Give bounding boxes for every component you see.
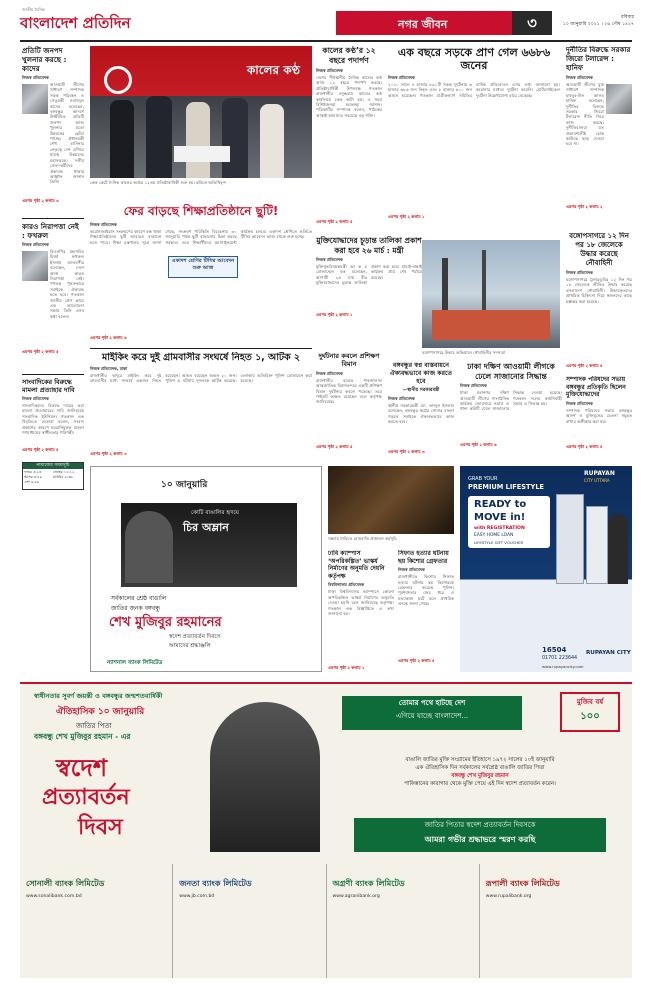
bank-url: www.agranibank.org [332,894,380,899]
article-body: রাজধানীর অদূরে মাইকিং করে দুই গ্রামবাসীর মধ্যে সংঘর্ষে একজন নিহত হয়েছেন। আহত হয়েছেন অন্তত ২০ জন। পুলিশ এ ঘটনায় দুজনকে আটক করেছে। এলাকায় অতিরিক্ত পুলিশ মোতায়েন করা হয়েছে। [90,373,312,384]
bangabandhu-ad[interactable] [90,466,322,672]
bank-rupali[interactable] [480,864,632,978]
article-body: ২০২০ সালে ৪ হাজার ৮৯১টি সড়ক দুর্ঘটনায় ৬ হাজার ৬৮৬ জন নিহত এবং ৮ হাজার ৬০০ জন আহত হয়েছেন। গতকাল যাত্রীকল্যাণ সমিতির বার্ষিক প্রতিবেদনে এসব তথ্য জানানো হয়। করোনার মধ্যেও দুর্ঘটনা কমেনি। মোটরসাইকেল দুর্ঘটনা উল্লেখযোগ্য হারে বেড়েছে। [388,82,560,98]
reporter: নিজস্ব প্রতিবেদক [388,75,415,80]
headline: প্রতিটি জনপদ খুলনার করছে : কাদের [22,46,67,73]
ad-line6: স্বদেশ প্রত্যাবর্তন দিবসে [169,634,221,640]
bottom-name: বঙ্গবন্ধু শেখ মুজিবুর রহমান - এর [34,732,131,741]
page-number-text: ৩ [527,14,537,32]
tribute2: আমরা গভীর শ্রদ্ধাভরে স্মরণ করছি [424,835,536,844]
photo-caption: বঙ্গোপসাগরে উদ্ধার অভিযানে নৌবাহিনীর সদস্যরা [422,350,506,355]
ad-line1: কোটি বাঙালির হৃদয়ে [191,510,239,516]
ad-with-reg: with REGISTRATION [474,526,525,531]
masthead [20,8,632,38]
article-fishermen[interactable] [566,232,632,372]
article-plane[interactable] [316,352,382,462]
bottom-para [338,756,622,788]
para-line: বঙ্গবন্ধু শেখ মুজিবুর রহমান [451,773,509,779]
reporter: নিজস্ব প্রতিবেদক [566,270,593,275]
ad-ready1: READY to [474,499,527,510]
reporter: নিজস্ব প্রতিবেদক [566,75,593,80]
ad-line3: সর্বকালের শ্রেষ্ঠ বাঙালি [111,595,167,602]
article-kaler-kantho[interactable] [316,46,382,234]
slogan-box [342,696,522,730]
portrait-photo [606,84,632,114]
continued-label: এরপর পৃষ্ঠা ২ কলাম ৩ [90,451,127,456]
reporter: নিজস্ব প্রতিবেদক [22,396,49,401]
bottom-portrait [210,702,320,852]
bottom-hist: ঐতিহাসিক ১০ জানুয়ারি [56,707,145,717]
reporter: নিজস্ব প্রতিবেদক, ঢাকা [90,366,128,371]
candle-photo [328,466,454,534]
photo-caption: কেক কেটে দৈনিক কালের কণ্ঠের ১২তম প্রতিষ্ঠাবার্ষিকী শুরু হয়। ছবিতে অতিথিবৃন্দ [90,180,226,185]
headline: সিফাত হত্যার ঘটনায় ছয় কিশোর গ্রেফতার [398,550,449,565]
headline: ফের বাড়ছে শিক্ষাপ্রতিষ্ঠানে ছুটি! [123,204,279,218]
continued-label: এরপর পৃষ্ঠা ২ কলাম ৩ [22,198,59,203]
tribute1: জাতির পিতার স্বদেশ প্রত্যাবর্তন দিবসকে [424,821,536,829]
article-body: আওয়ামী লীগের সাধারণ সম্পাদক সড়ক পরিবহন ও সেতুমন্ত্রী ওবায়দুল কাদের বলেছেন, বঙ্গবন্ধুর আদর্শে উজ্জীবিত প্রতিটি জনপদ আজ খুলনার মতো উন্নয়নের ছোঁয়া পাচ্ছে। প্রধানমন্ত্রী শেখ হাসিনার নেতৃত্বে দেশ এগিয়ে যাচ্ছে উন্নয়নের মহাসড়কে। দলীয় নেতা-কর্মীদের ঐক্যবদ্ধ থাকার আহ্বান জানান তিনি। [50,82,84,185]
article-body: ঢাকা বিশ্ববিদ্যালয় ক্যাম্পাসে কোনো অপরিকল্পিত ভাস্কর্য নির্মাণের অনুমতি দেওয়া হয়নি বলে জানিয়েছে কর্তৃপক্ষ। গতকাল এক বিজ্ঞপ্তিতে এ তথ্য জানানো হয়। [328,589,394,616]
prayer-times-box [22,462,84,490]
tribute-box [354,818,606,852]
ad-loan: EASY HOME LOAN [474,533,514,538]
headline: ঢাকা দক্ষিণ আওয়ামী লীগকে ঢেলে সাজানোর সিদ্ধান্ত [467,362,555,381]
article-body: রাজধানীর হযরত শাহজালাল আন্তর্জাতিক বিমানবন্দরে একটি প্রশিক্ষণ বিমান দুর্ঘটনার কবলে পড়েছে। তবে পাইলট অক্ষত রয়েছেন বলে কর্তৃপক্ষ জানিয়েছে। [316,377,382,405]
divider [22,374,84,375]
headline: এক বছরে সড়কে প্রাণ গেল ৬৬৮৬ জনের [397,46,551,72]
prayer-row: ফজর ৫:২৩ [24,470,42,474]
bank-janata[interactable] [173,864,326,978]
reporter: নিজস্ব প্রতিবেদক [22,242,49,247]
ad-building [586,506,608,584]
headline: সাংবাদিকের বিরুদ্ধে মামলা প্রত্যাহার দাবি [22,378,75,394]
reporter: নিজস্ব প্রতিবেদক [388,396,415,401]
bottom-ad[interactable] [20,682,632,978]
article-minister[interactable] [388,362,454,462]
bank-name: রূপালী ব্যাংক লিমিটেড [485,879,560,888]
article-journalist[interactable] [22,378,84,460]
prayer-row: জোহর ১২:১২ [53,470,75,474]
article-body: দেশের শীর্ষস্থানীয় দৈনিক কালের কণ্ঠ আজ ১২ বছরে পদার্পণ করছে। প্রতিষ্ঠাবার্ষিকী উপলক্ষে গতকাল রাজধানীর বসুন্ধরায় কালের কণ্ঠ কার্যালয়ে কেক কাটা হয়। এ সময় বিশিষ্টজনরা শুভেচ্ছা জানান। পত্রিকাটির সম্পাদক বলেন, পাঠকের আস্থাই আমাদের সবচেয়ে বড় শক্তি। [316,75,382,118]
article-campus[interactable] [328,550,394,672]
reporter: বিশ্ববিদ্যালয় প্রতিবেদক [328,582,365,588]
mujib-text: মুজিব বর্ষ [576,698,604,706]
ad-line2: চির অম্লান [183,521,229,534]
reporter: নিজস্ব প্রতিবেদক [22,75,49,80]
prayer-row: আসর ৩:৫৯ [24,475,42,479]
bottom-big1: স্বদেশ [56,753,108,782]
ad-date: ১০ জানুয়ারি [161,480,208,490]
continued-label: এরপর পৃষ্ঠা ২ কলাম ৪ [566,443,603,449]
para-line: পাকিস্তানের কারাগার থেকে মুক্তি পেয়ে এই দিন স্বদেশ প্রত্যাবর্তন করেন। [404,781,556,787]
reporter: নিজস্ব প্রতিবেদক [316,257,343,262]
ad-line5: শেখ মুজিবুর রহমানের [109,615,222,630]
article-clash[interactable] [90,352,312,462]
slogan1: তোমার পথে হাটছে দেশ [398,699,466,707]
prayer-times-title: নামাজের সময়সূচি [23,463,83,469]
headline: বঙ্গোপসাগরে ১২ দিন পর ১৮ জেলেকে উদ্ধার করেছে নৌবাহিনী [569,232,629,267]
mujib-logo [560,692,620,732]
section-title: নগর জীবন [398,18,448,31]
headline: কারও নিরাপত্তা নেই : ফখরুল [22,222,79,240]
top-photo [90,46,312,178]
continued-label: এরপর পৃষ্ঠা ২ কলাম ২ [566,204,603,209]
ad-site[interactable]: www.rupayancity.com [542,664,584,669]
reporter: নিজস্ব প্রতিবেদক [566,400,593,406]
ad-footer-brand: RUPAYAN CITY [586,650,631,656]
article-education[interactable] [90,204,312,344]
continued-label: এরপর পৃষ্ঠা ২ কলাম ৪ [22,447,59,452]
bank-url: www.sonalibank.com.bd [26,894,82,899]
ad-line7: আমাদের শ্রদ্ধাঞ্জলি [169,643,211,649]
photo-caption: সন্ধ্যায় ঢাবিতে মোমবাতি প্রজ্বালন কর্মসূচি [328,536,397,541]
article-fakhrul[interactable] [22,222,84,372]
article-hanif[interactable] [566,46,632,228]
headline: সম্পাদক পরিষদের সভায় বঙ্গবন্ধুর প্রতিকৃতি ছিলেন মুক্তিযোদ্ধাদের [566,376,626,399]
article-body: সাংবাদিকদের বিরুদ্ধে দায়ের করা মামলা প্রত্যাহারের দাবি জানিয়েছে সাংবাদিক ইউনিয়ন। গতকাল এক বিবৃতিতে নেতারা বলেন, সংবাদ প্রকাশের কারণে হয়রানিমূলক মামলা গণমাধ্যমের স্বাধীনতার পরিপন্থী। [22,403,84,436]
headline: দুর্ঘটনার কবলে প্রশিক্ষণ বিমান [318,352,380,369]
bank-name: জনতা ব্যাংক লিমিটেড [179,879,252,888]
para-line: বাঙালি জাতির মুক্তি সংগ্রামের ইতিহাসে ১৯৭২ সালের ১০ই জানুয়ারি [405,757,555,763]
subtitle: —স্থানীয় সরকারমন্ত্রী [402,388,440,393]
photo-label: কালের কণ্ঠ [246,63,300,77]
continued-label: এরপর পৃষ্ঠা ২ কলাম ৫ [398,658,435,664]
reporter: নিজস্ব প্রতিবেদক [460,383,487,389]
continued-label: এরপর পৃষ্ঠা ২ কলাম ৪ [566,363,603,368]
article-road-accident[interactable] [388,46,560,234]
ad-ready2: MOVE in! [474,512,526,523]
rescue-photo [422,240,560,348]
article-body: মুক্তিযুদ্ধবিষয়কমন্ত্রী আ ক ম মোজাম্মেল হক বলেছেন, আগামী ২৬ মার্চ বীর মুক্তিযোদ্ধাদের চূড়ান্ত তালিকা প্রকাশ করা হবে। যাচাই-বাছাই কার্যক্রম প্রায় শেষ পর্যায়ে রয়েছে। [316,264,422,286]
article-kader[interactable] [22,46,84,212]
article-body: করোনাভাইরাস সংক্রমণের কারণে বন্ধ থাকা শিক্ষাপ্রতিষ্ঠানের ছুটি আবারও বাড়ানো হতে পারে। শিক্ষা মন্ত্রণালয় সূত্রে জানা গেছে, সংক্রমণ পরিস্থিতি বিবেচনায় ৩০ জানুয়ারি পর্যন্ত ছুটি বাড়ানোর চিন্তা করছে সরকার। তবে শিক্ষার্থীদের অ্যাসাইনমেন্ট কার্যক্রম চলবে। একাদশ শ্রেণিতে ভর্তিতে টিসির আবেদন আজ থেকে শুরু হচ্ছে। [90,229,312,245]
article-freedom-fighters[interactable] [316,236,422,332]
masthead-logo[interactable] [20,7,170,34]
ad-ready-box [468,496,550,548]
reporter: নিজস্ব প্রতিবেদক [398,567,425,573]
slogan2: এগিয়ে যাচ্ছে বাংলাদেশ... [395,712,469,720]
logo-text: বাংলাদেশ প্রতিদিন [20,14,131,32]
headline: দুর্নীতির বিরুদ্ধে সরকার জিরো টলারেন্স : হানিফ [566,46,631,72]
ad-brand-sub: CITY UTTARA [584,478,610,483]
continued-label: এরপর পৃষ্ঠা ২ কলাম ৫ [316,443,353,449]
headline: কালের কণ্ঠ’র ১২ বছরে পদার্পণ [322,46,376,65]
mujib-num: ১০০ [580,711,600,722]
dateline-day: রবিবার [621,15,634,20]
bank-name: সোনালী ব্যাংক লিমিটেড [26,879,105,888]
bottom-father: জাতির পিতা [76,722,112,730]
ad-phone[interactable]: 01701 223644 [542,656,578,661]
dateline [558,14,634,28]
ad-hotline[interactable]: 16504 [542,646,567,654]
continued-label: এরপর পৃষ্ঠা ২ কলাম ৩ [388,449,425,454]
continued-label: এরপর পৃষ্ঠা ২ কলাম ১ [328,665,365,671]
ad-brand: RUPAYAN [584,470,615,477]
continued-label: এরপর পৃষ্ঠা ২ কলাম ৫ [316,219,353,224]
reporter: নিজস্ব প্রতিবেদক [316,68,343,73]
article-dhaka-south[interactable] [460,362,562,462]
headline: মুক্তিযোদ্ধাদের চূড়ান্ত তালিকা প্রকাশ করা হবে ২৬ মার্চ : মন্ত্রী [316,236,422,255]
ad-building [556,494,584,584]
continued-label: এরপর পৃষ্ঠা ২ কলাম ১ [316,312,353,317]
article-body: ঢাকা মহানগর দক্ষিণ আওয়ামী লীগের সাংগঠনিক কার্যক্রম জোরদারে ওয়ার্ড ও থানা কমিটি ঢেলে সাজানোর সিদ্ধান্ত নেওয়া হয়েছে। গতকাল দলের কার্যনির্বাহী সভায় এ সিদ্ধান্ত হয়। [460,390,562,412]
divider [90,348,312,349]
article-sifat[interactable] [398,550,454,672]
section-banner [336,11,512,35]
headline: ঢাবি ক্যাম্পাস ‘অপরিকল্পিত’ ভাস্কর্য নির্মাণের অনুমতি দেয়নি কর্তৃপক্ষ [328,550,385,580]
ad-grab2: PREMIUM LIFESTYLE [468,483,545,491]
prayer-row: এশা ৬:৫৬ [24,480,40,484]
ad-sponsor[interactable]: ন্যাশনাল ব্যাংক লিমিটেড [107,660,163,666]
article-body: স্থানীয় সরকারমন্ত্রী মো. তাজুল ইসলাম বলেছেন, বঙ্গবন্ধুর স্বপ্নের সোনার বাংলা গড়তে সবাইকে ঐক্যবদ্ধভাবে কাজ করতে হবে। [388,403,454,425]
rupayan-ad[interactable] [460,466,632,672]
portrait-photo [22,251,48,281]
ad-voucher: LIFESTYLE GIFT VOUCHER [474,540,524,545]
bank-url: www.jb.com.bd [179,894,215,899]
reporter: নিজস্ব প্রতিবেদক [90,222,117,227]
article-body: বিএনপির মহাসচিব মির্জা ফখরুল ইসলাম আলমগীর বলেছেন, দেশে আজ কারও নিরাপত্তা নেই। গণতন্ত্র পুনরুদ্ধারে সবাইকে ঐক্যবদ্ধ হতে হবে। গতকাল জাতীয় প্রেস ক্লাবে এক আলোচনা সভায় তিনি এসব কথা বলেন। [50,249,84,319]
pull-quote: একাদশ শ্রেণির টিসির আবেদন শুরু আজ [168,256,238,278]
portrait-photo [22,84,48,114]
article-body: রাজধানীতে কিশোর সিফাত হত্যার ঘটনায় ছয় কিশোরকে গ্রেফতার করেছে পুলিশ। পূর্বশত্রুতার জের ধরে এ হত্যাকাণ্ড ঘটে বলে প্রাথমিক তদন্তে জানা গেছে। [398,574,454,607]
ad-hero [121,503,297,587]
ad-grab1: GRAB YOUR [468,476,498,482]
bank-sonali[interactable] [20,864,173,978]
continued-label: এরপর পৃষ্ঠা ২ কলাম ৬ [460,442,497,448]
article-body: বঙ্গোপসাগরে ট্রলারডুবির ১২ দিন পর ১৮ জেলেকে জীবিত উদ্ধার করেছে বাংলাদেশ নৌবাহিনী। উদ্ধারকৃতদের প্রাথমিক চিকিৎসা দিয়ে স্বজনদের কাছে হস্তান্তর করা হয়েছে। [566,277,632,304]
dateline-date: ১০ জানুয়ারি ২০২১ । ২৬ পৌষ ১৪২৭ [562,22,634,27]
prayer-row: মাগরিব ৫:৩৬ [53,475,73,479]
article-body: আওয়ামী লীগের যুগ্ম সাধারণ সম্পাদক মাহবুব-উল আলম হানিফ বলেছেন, দুর্নীতির বিরুদ্ধে সরকার জিরো টলারেন্স নীতি নিয়ে কাজ করছে। দুর্নীতিবাজরা যত প্রভাবশালীই হোক কাউকে ছাড় দেওয়া হবে না। [566,82,604,147]
continued-label: এরপর পৃষ্ঠা ২ কলাম ৫ [22,349,59,354]
bottom-big3: দিবস [78,814,123,840]
page-number [512,11,552,35]
divider [22,218,84,219]
logo-tagline: জাতীয় দৈনিক [22,7,45,12]
bank-name: অগ্রণী ব্যাংক লিমিটেড [332,879,405,888]
continued-label: এরপর পৃষ্ঠা ২ কলাম ১ [388,214,425,219]
masthead-rule [20,40,632,42]
ad-line4: জাতির জনক বঙ্গবন্ধু [111,605,160,612]
bank-url: www.rupalibank.org [485,894,532,899]
bottom-top-line: স্বাধীনতার সুবর্ণ জয়ন্তী ও বঙ্গবন্ধুর জন্মশতবার্ষিকী [34,692,163,700]
bank-strip [20,864,632,978]
headline: বঙ্গবন্ধুর স্বপ্ন বাস্তবায়নে ঐক্যবদ্ধভাবে কাজ করতে হবে [389,362,453,385]
reporter: নিজস্ব প্রতিবেদক [316,370,343,376]
bank-agrani[interactable] [327,864,480,978]
article-editors[interactable] [566,376,632,462]
headline: মাইকিং করে দুই গ্রামবাসীর সংঘর্ষে নিহত ১, আটক ২ [102,352,300,363]
article-body: সম্পাদক পরিষদের সভায় বঙ্গবন্ধুর আদর্শ ও মুক্তিযুদ্ধের চেতনা সমুন্নত রাখার অঙ্গীকার করা হয়। [566,407,632,424]
bottom-big2: প্রত্যাবর্তন [42,784,130,810]
ad-person [608,514,628,584]
para-line: এক ঐতিহাসিক দিন সর্বকালের সর্বশ্রেষ্ঠ বাঙালি জাতির পিতা [415,765,545,771]
continued-label: এরপর পৃষ্ঠা ২ কলাম ৬ [90,335,127,340]
